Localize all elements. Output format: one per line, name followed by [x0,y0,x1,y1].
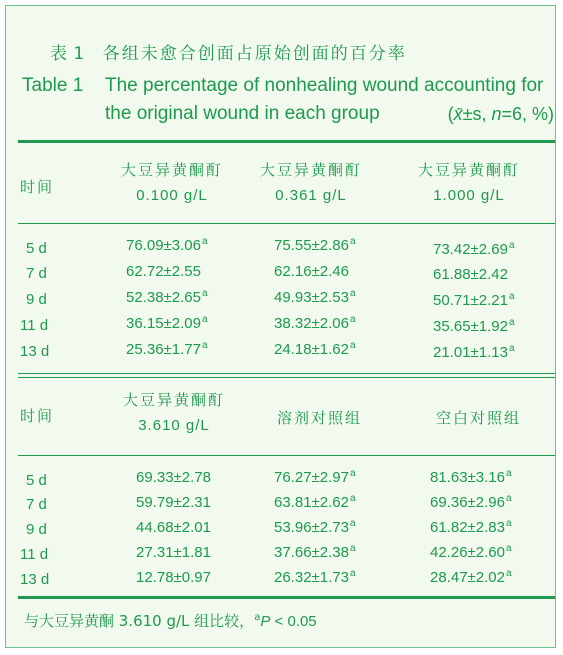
cell [274,288,356,306]
table-frame [5,5,556,648]
cell-sup: a [349,288,356,299]
cell-sup: a [349,314,356,325]
cell-sup: a [505,543,512,554]
group-header-4: 溶剂对照组 [277,409,363,427]
cell [433,317,515,335]
cell [126,236,208,254]
cell-value: 61.88±2.42 [433,266,508,283]
cell [136,518,212,536]
cell-value: 37.66±2.38 [274,544,349,561]
stat-rest: ±s, [462,104,492,124]
row-time: 5 d [26,240,47,257]
header-rule-1 [18,223,555,224]
row-time: 5 d [26,472,47,489]
cell-sup: a [349,568,356,579]
cell-value: 25.36±1.77 [126,341,201,358]
cell-value: 81.63±3.16 [430,469,505,486]
cell-sup: a [349,493,356,504]
cell-value: 52.38±2.65 [126,289,201,306]
cell [274,314,356,332]
cell-sup: a [349,518,356,529]
group-header-2 [404,157,534,209]
cell-value: 28.47±2.02 [430,569,505,586]
caption-zh [50,39,407,64]
cell [430,493,512,511]
group-name: 大豆异黄酮酊 [120,161,223,179]
cell [136,568,212,586]
cell-sup: a [505,468,512,479]
bottom-rule [18,596,555,599]
cell-value: 59.79±2.31 [136,494,211,511]
cell-value: 12.78±0.97 [136,569,211,586]
cell-sup: a [201,236,208,247]
cell [274,236,356,254]
cell-value: 36.15±2.09 [126,315,201,332]
stat-n: n [491,104,502,124]
row-time: 7 d [26,265,47,282]
section-rule-a [18,373,555,374]
header-rule-2 [18,455,555,456]
cell-sup: a [508,343,515,354]
cell-value: 61.82±2.83 [430,519,505,536]
cell [274,468,356,486]
cell-value: 69.36±2.96 [430,494,505,511]
section-rule-b [18,377,555,378]
cell-sup: a [505,518,512,529]
cell-sup: a [508,291,515,302]
cell-value: 53.96±2.73 [274,519,349,536]
row-time: 9 d [26,521,47,538]
cell [126,340,208,358]
footnote-tail: < 0.05 [270,613,317,630]
group-name: 大豆异黄酮酊 [122,391,225,409]
footnote [24,610,317,631]
cell-value: 76.09±3.06 [126,237,201,254]
row-time: 11 d [20,546,49,563]
stat-tail: =6, %) [501,104,554,124]
caption-en-label: Table 1 [22,75,84,96]
cell [126,288,208,306]
group-name: 大豆异黄酮酊 [259,161,362,179]
cell [430,543,512,561]
cell-sup: a [505,568,512,579]
cell-sup: a [505,493,512,504]
cell-sup: a [349,468,356,479]
stat-mean: x̄ [453,104,463,124]
cell [433,291,515,309]
stat-open: ( [447,104,454,124]
cell-value: 62.72±2.55 [126,263,201,280]
cell-value: 69.33±2.78 [136,469,211,486]
caption-zh-title: 各组未愈合创面占原始创面的百分率 [102,44,407,64]
group-header-5: 空白对照组 [436,409,522,427]
cell-value: 62.16±2.46 [274,263,349,280]
cell-value: 26.32±1.73 [274,569,349,586]
cell [136,468,212,486]
cell-value: 63.81±2.62 [274,494,349,511]
cell [430,568,512,586]
group-dose: 0.361 g/L [275,187,347,204]
cell-sup: a [201,340,208,351]
cell-sup: a [508,317,515,328]
cell-value: 35.65±1.92 [433,318,508,335]
cell [136,543,212,561]
cell [126,262,202,280]
cell-value: 42.26±2.60 [430,544,505,561]
top-rule [18,140,555,143]
cell [430,468,512,486]
cell [433,240,515,258]
group-name: 大豆异黄酮酊 [417,161,520,179]
cell [274,493,356,511]
group-header-1 [246,157,376,209]
footnote-p: P [260,613,271,630]
row-time: 9 d [26,291,47,308]
caption-en-title-line1: The percentage of nonhealing wound accounting for [105,75,544,96]
group-header-0 [107,157,237,209]
cell-value: 21.01±1.13 [433,344,508,361]
cell-value: 49.93±2.53 [274,289,349,306]
cell [274,568,356,586]
cell [433,343,515,361]
row-time: 13 d [20,343,50,360]
cell [274,262,350,280]
group-dose: 0.100 g/L [136,187,208,204]
caption-stat-note [448,100,554,128]
cell-value: 76.27±2.97 [274,469,349,486]
cell-value: 38.32±2.06 [274,315,349,332]
cell-value: 24.18±1.62 [274,341,349,358]
time-header: 时间 [20,178,55,196]
cell [126,314,208,332]
cell-value: 75.55±2.86 [274,237,349,254]
cell-sup: a [349,340,356,351]
cell [274,340,356,358]
group-header-3 [109,387,239,439]
caption-en-title-line2: the original wound in each group [105,103,380,124]
cell-sup: a [201,288,208,299]
footnote-sup: a [254,612,261,623]
caption-zh-label: 表 1 [50,44,85,64]
cell-sup: a [349,543,356,554]
time-header-2: 时间 [20,407,55,425]
cell [430,518,512,536]
cell-sup: a [349,236,356,247]
cell-sup: a [508,240,515,251]
cell-value: 44.68±2.01 [136,519,211,536]
group-dose: 1.000 g/L [433,187,505,204]
group-dose: 3.610 g/L [138,417,210,434]
cell [274,518,356,536]
cell [136,493,212,511]
cell [274,543,356,561]
cell-value: 73.42±2.69 [433,241,508,258]
cell-value: 50.71±2.21 [433,292,508,309]
row-time: 11 d [20,317,49,334]
cell [433,265,509,283]
cell-sup: a [201,314,208,325]
footnote-text: 与大豆异黄酮 3.610 g/L 组比较， [24,612,255,630]
row-time: 13 d [20,571,50,588]
row-time: 7 d [26,496,47,513]
cell-value: 27.31±1.81 [136,544,211,561]
